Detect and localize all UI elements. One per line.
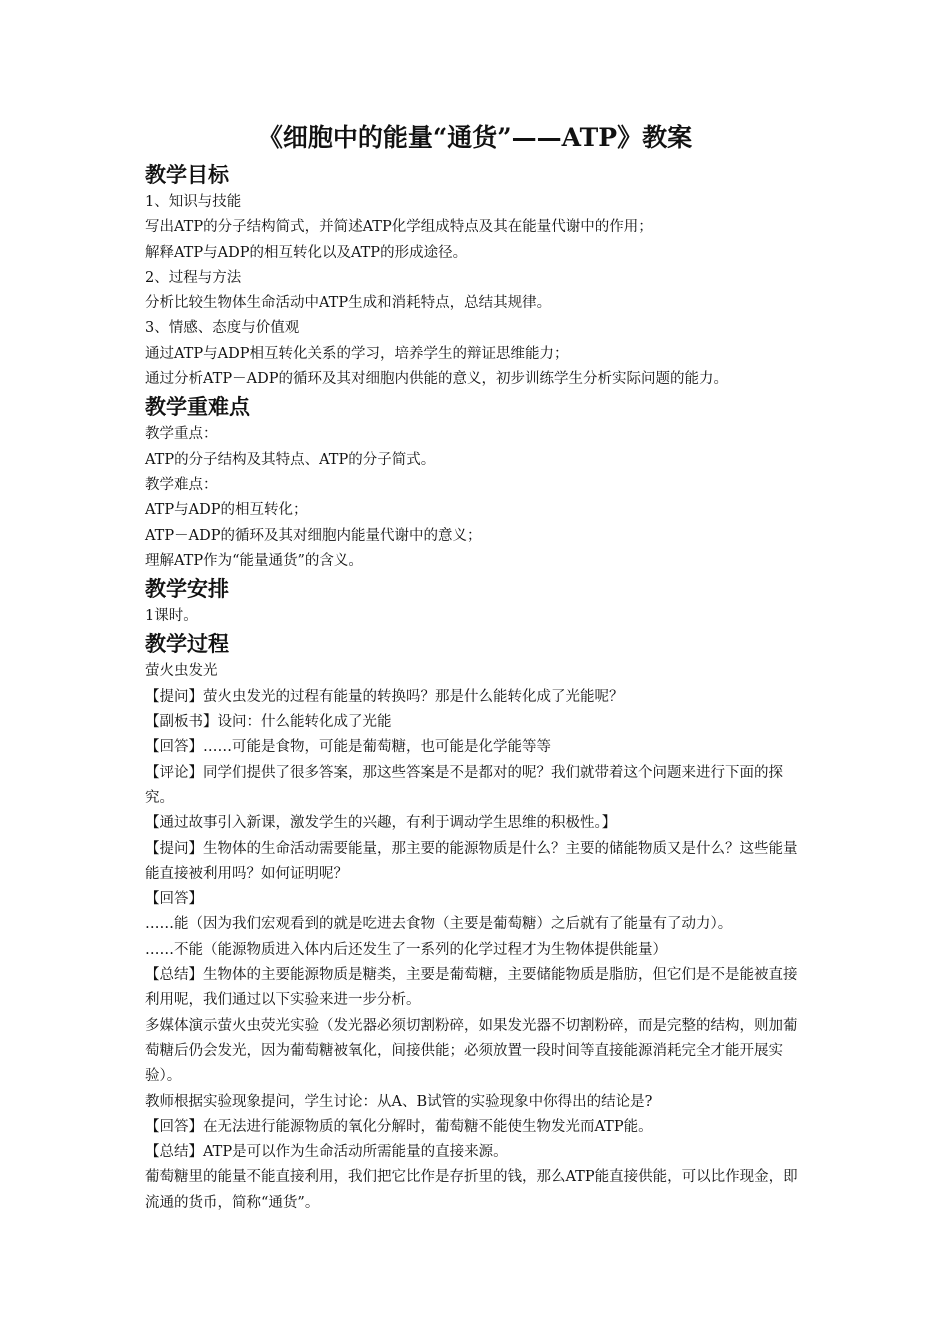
paragraph: ATP的分子结构及其特点、ATP的分子简式。: [145, 451, 436, 468]
section-objectives: [145, 160, 810, 392]
paragraph: 【总结】ATP是可以作为生命活动所需能量的直接来源。: [145, 1144, 508, 1161]
paragraph: 【回答】: [145, 891, 203, 908]
paragraph: ATP－ADP的循环及其对细胞内能量代谢中的意义；: [145, 527, 482, 544]
section-heading: 教学过程: [145, 632, 229, 657]
paragraph: 萤火虫发光: [145, 663, 218, 680]
paragraph: 【总结】生物体的主要能源物质是糖类，主要是葡萄糖，主要储能物质是脂肪，但它们是不是能被直接利用呢，我们通过以下实验来进一步分析。: [145, 967, 798, 1009]
section-heading: 教学安排: [145, 577, 229, 602]
paragraph: 解释ATP与ADP的相互转化以及ATP的形成途径。: [145, 244, 468, 261]
paragraph: 【提问】萤火虫发光的过程有能量的转换吗？那是什么能转化成了光能呢？: [145, 688, 624, 705]
paragraph: ……能（因为我们宏观看到的就是吃进去食物（主要是葡萄糖）之后就有了能量有了动力）。: [145, 916, 733, 933]
paragraph: ATP与ADP的相互转化；: [145, 502, 308, 519]
paragraph: 【提问】生物体的生命活动需要能量，那主要的能源物质是什么？主要的储能物质又是什么？这些能量能直接被利用吗？如何证明呢？: [145, 840, 798, 882]
section-heading: 教学目标: [145, 163, 229, 187]
paragraph: 【回答】……可能是食物，可能是葡萄糖，也可能是化学能等等: [145, 739, 551, 756]
paragraph: 多媒体演示萤火虫荧光实验（发光器必须切割粉碎，如果发光器不切割粉碎，而是完整的结构，则加葡萄糖后仍会发光，因为葡萄糖被氧化，间接供能；必须放置一段时间等直接能源消耗完全才能开展实验）。: [145, 1017, 798, 1085]
document-body: [145, 160, 810, 1216]
paragraph: 葡萄糖里的能量不能直接利用，我们把它比作是存折里的钱，那么ATP能直接供能，可以比作现金，即流通的货币，简称“通货”。: [145, 1169, 798, 1211]
paragraph: 【回答】在无法进行能源物质的氧化分解时，葡萄糖不能使生物发光而ATP能。: [145, 1118, 653, 1135]
paragraph: 3、情感、态度与价值观: [145, 320, 300, 337]
paragraph: 2、过程与方法: [145, 269, 242, 286]
section-process: [145, 629, 810, 1216]
paragraph: 通过ATP与ADP相互转化关系的学习，培养学生的辩证思维能力；: [145, 345, 569, 362]
paragraph: 教师根据实验现象提问，学生讨论：从A、B试管的实验现象中你得出的结论是?: [145, 1093, 653, 1110]
paragraph: 通过分析ATP－ADP的循环及其对细胞内供能的意义，初步训练学生分析实际问题的能力。: [145, 371, 728, 388]
paragraph: 分析比较生物体生命活动中ATP生成和消耗特点，总结其规律。: [145, 295, 552, 312]
paragraph: 【副板书】设问：什么能转化成了光能: [145, 714, 392, 731]
paragraph: 【通过故事引入新课，激发学生的兴趣，有利于调动学生思维的积极性。】: [145, 815, 617, 832]
paragraph: 教学难点：: [145, 476, 218, 493]
paragraph: 1、知识与技能: [145, 194, 242, 210]
paragraph: 理解ATP作为“能量通货”的含义。: [145, 552, 363, 569]
paragraph: 1课时。: [145, 608, 198, 625]
section-heading: 教学重难点: [145, 395, 250, 420]
paragraph: 写出ATP的分子结构简式，并简述ATP化学组成特点及其在能量代谢中的作用；: [145, 219, 653, 236]
section-schedule: [145, 574, 810, 629]
section-key-points: [145, 392, 810, 574]
document-title: 《细胞中的能量“通货”——ATP》教案: [257, 123, 693, 152]
paragraph: 教学重点：: [145, 426, 218, 443]
paragraph: ……不能（能源物质进入体内后还发生了一系列的化学过程才为生物体提供能量）: [145, 941, 667, 958]
paragraph: 【评论】同学们提供了很多答案，那这些答案是不是都对的呢？我们就带着这个问题来进行下面的探究。: [145, 764, 783, 806]
